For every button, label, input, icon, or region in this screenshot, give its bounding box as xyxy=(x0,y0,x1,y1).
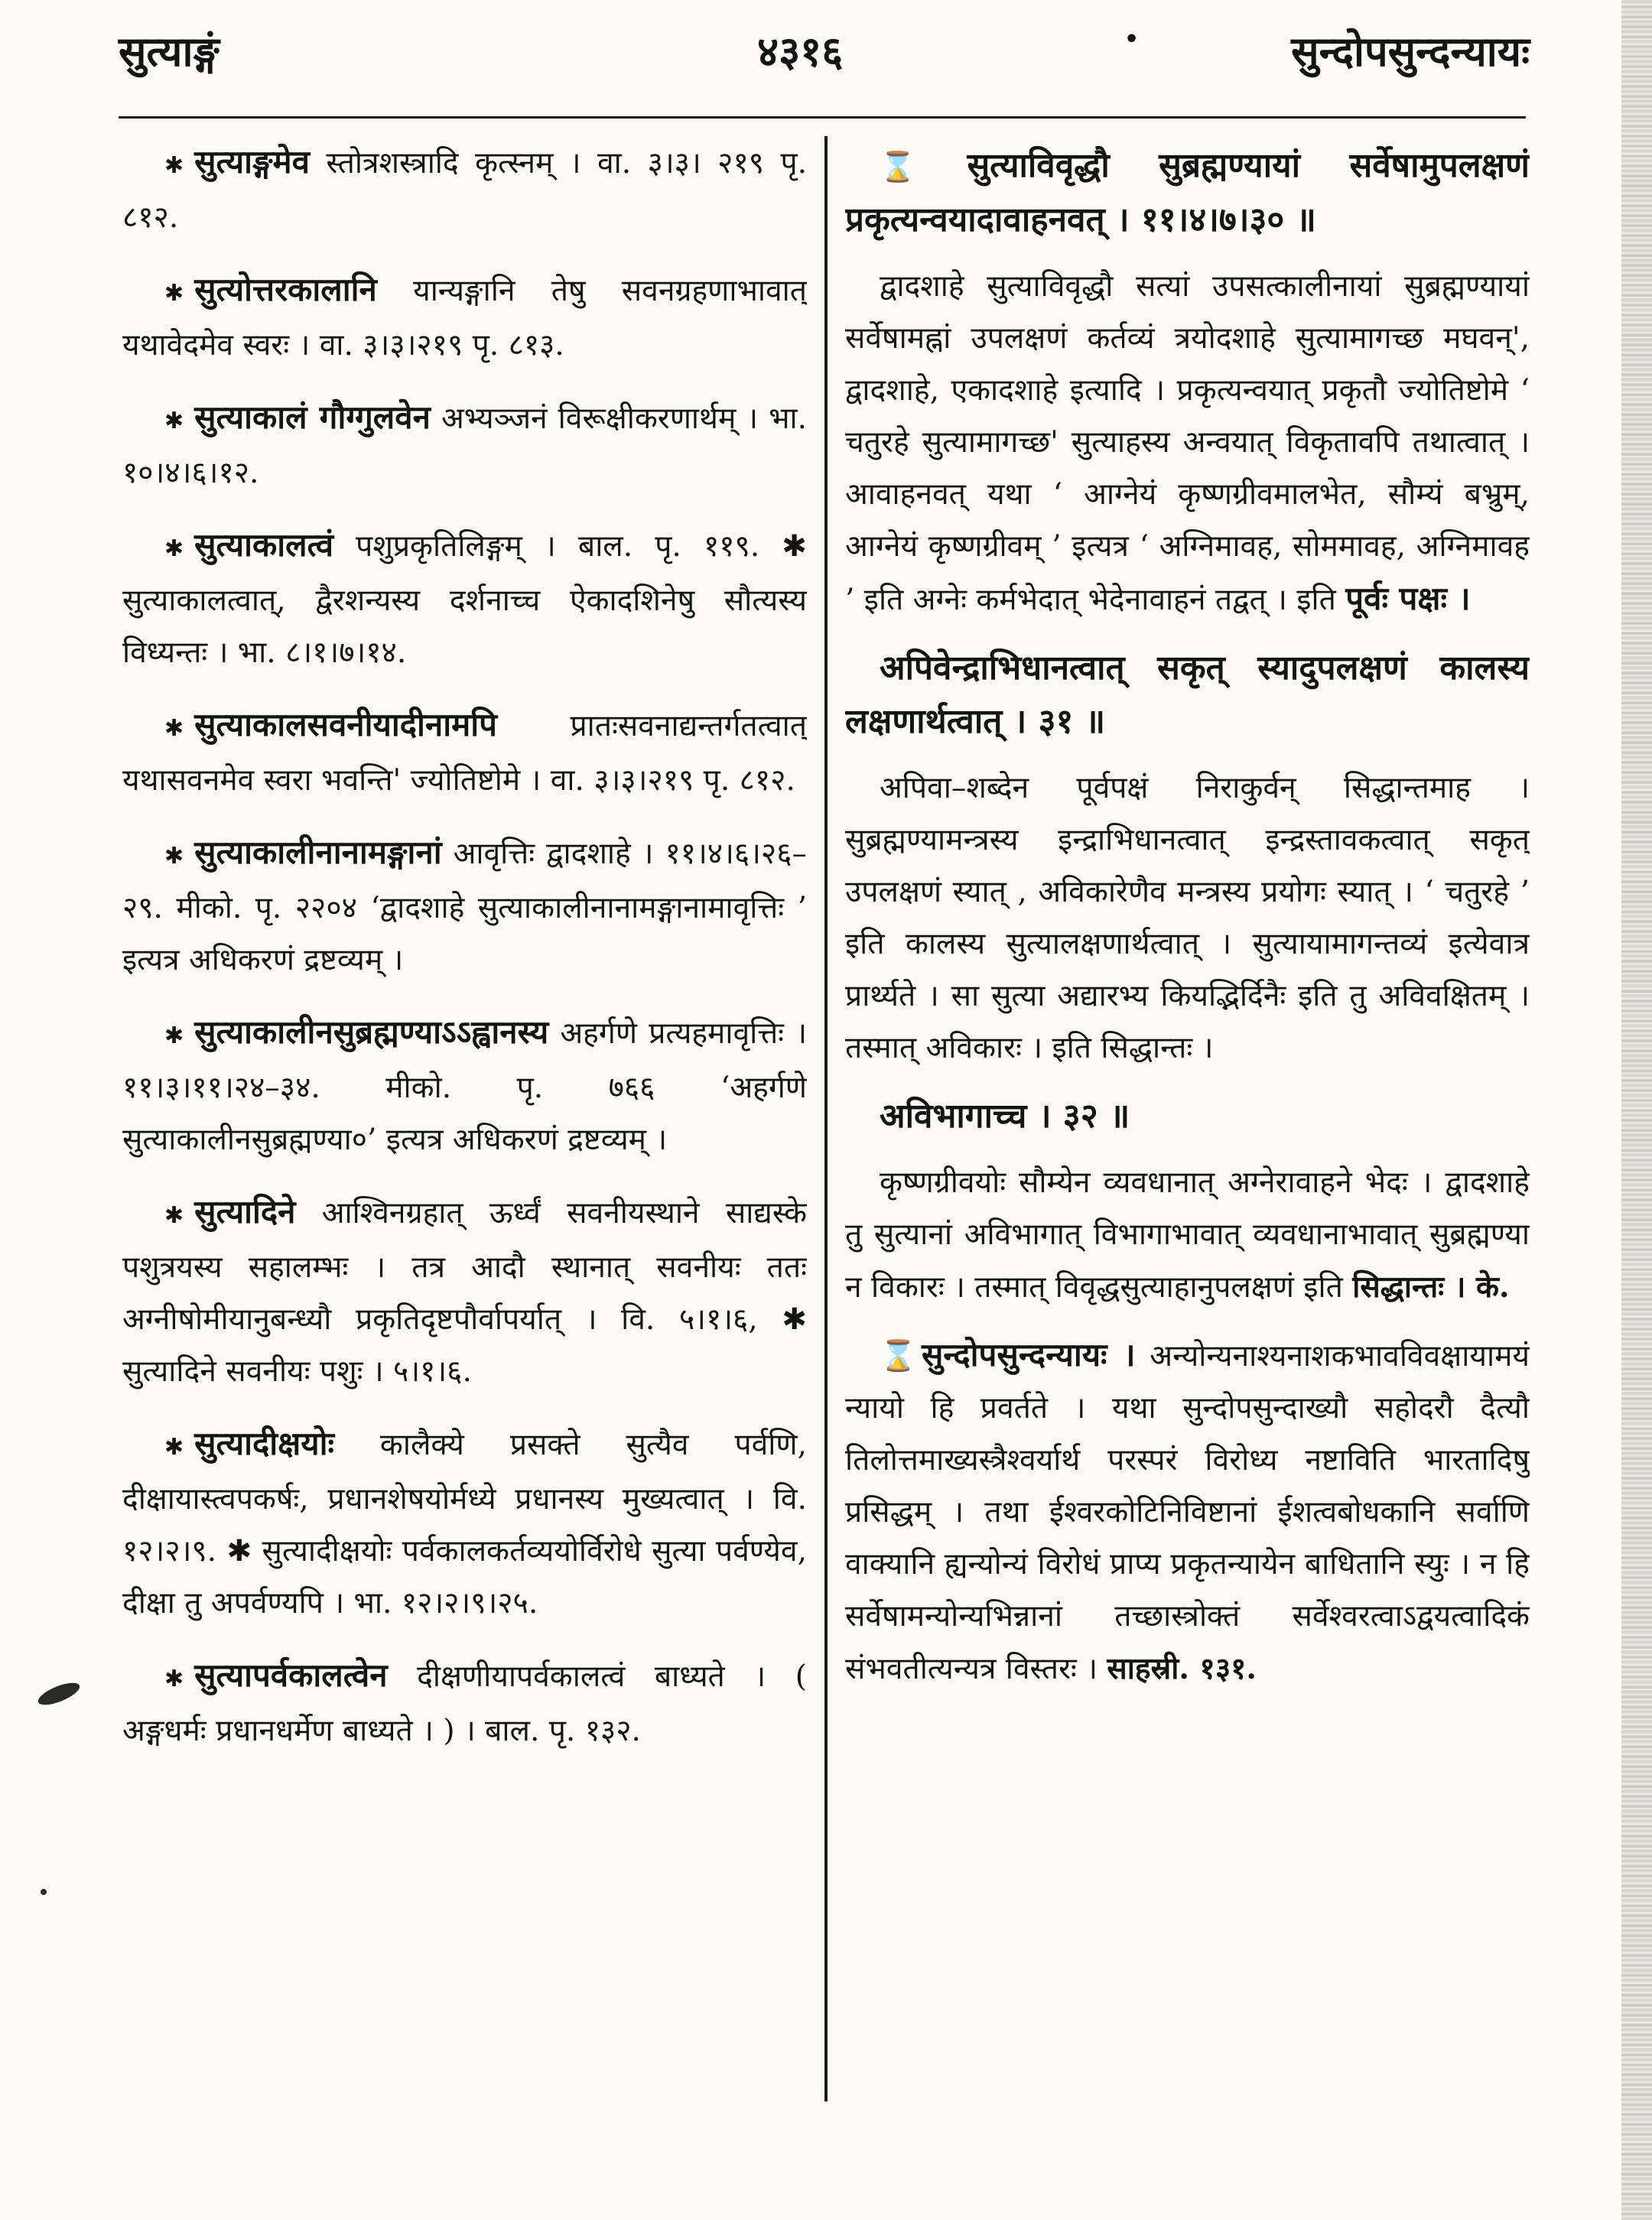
hourglass-icon: ⌛ xyxy=(880,149,954,184)
commentary-text: कृष्णग्रीवयोः सौम्येन व्यवधानात् अग्नेरावाहने भेदः । द्वादशाहे तु सुत्यानां अविभागात् विभागाभावात् व्यवधानाभावात् सुब्रह्मण्या न विकारः । तस्मात् विवृद्धसुत्याहानुपलक्षणं इति xyxy=(845,1165,1530,1305)
sutra-heading xyxy=(845,139,1530,247)
index-entry xyxy=(122,827,807,986)
siddhanta-label: सिद्धान्तः । के. xyxy=(1352,1269,1510,1305)
page-number: ४३१६ xyxy=(757,27,844,76)
ink-dot xyxy=(41,1889,47,1895)
nyaya-text: अन्योन्यनाश्यनाशकभावविवक्षायामयं न्यायो हि प्रवर्तते । यथा सुन्दोपसुन्दाख्यौ सहोदरौ दैत्यौ तिलोत्तमाख्यस्त्रैश्वर्यार्थ परस्परं विरोध्य नष्टाविति भारतादिषु प्रसिद्धम् । तथा ईश्वरकोटिनिविष्टानां ईशत्वबोधकानि सर्वाणि वाक्यानि ह्यन्योन्यं विरोधं प्राप्य प्रकृतन्यायेन बाधितानि स्युः । न हि सर्वेषामन्योन्यभिन्नानां तच्छास्त्रोक्तं सर्वेश्वरत्वाऽद्वयत्वादिकं संभवतीत्यन्यत्र विस्तरः । xyxy=(845,1339,1530,1686)
sutra-text: अविभागाच्च । ३२ ॥ xyxy=(880,1097,1130,1136)
commentary-paragraph xyxy=(845,1157,1530,1314)
column-separator xyxy=(824,136,828,2101)
commentary-paragraph xyxy=(845,762,1530,1074)
entry-headword: सुत्यादीक्षयोः xyxy=(194,1425,334,1462)
asterisk-icon: ✱ xyxy=(164,408,184,434)
index-entry xyxy=(122,1186,807,1398)
entry-text: दीक्षणीयापर्वकालत्वं बाध्यते । ( अङ्गधर्मः प्रधानधर्मेण बाध्यते । ) । बाल. पृ. १३२. xyxy=(122,1659,807,1748)
index-entry xyxy=(122,699,807,807)
source-reference: साहस्री. १३१. xyxy=(1107,1651,1257,1686)
commentary-text: द्वादशाहे सुत्याविवृद्धौ सत्यां उपसत्कालीनायां सुब्रह्मण्यायां सर्वेषामह्नां उपलक्षणं कर्तव्यं त्रयोदशाहे सुत्यामागच्छ मघवन्', द्वादशाहे, एकादशाहे इत्यादि । प्रकृत्यन्वयात् प्रकृतौ ज्योतिष्टोमे ‘ चतुरहे सुत्यामागच्छ' सुत्याहस्य अन्वयात् विकृतावपि तथात्वात् । आवाहनवत् यथा ‘ आग्नेयं कृष्णग्रीवमालभेत, सौम्यं बभ्रुम्, आग्नेयं कृष्णग्रीवम् ’ इत्यत्र ‘ अग्निमावह, सोममावह, अग्निमावह ’ इति अग्नेः कर्मभेदात् भेदेनावाहनं तद्वत् । इति xyxy=(845,269,1530,617)
entry-headword: सुत्याकालसवनीयादीनामपि xyxy=(194,706,497,743)
hourglass-icon: ⌛ xyxy=(880,1339,922,1373)
entry-headword: सुत्याकालं गौग्गुलवेन xyxy=(194,398,431,436)
entry-text: स्तोत्रशस्त्रादि कृत्स्नम् । वा. ३।३। २१९ पृ. ८१२. xyxy=(122,146,807,235)
entry-text: कालैक्ये प्रसक्ते सुत्यैव पर्वणि, दीक्षायास्त्वपकर्षः, प्रधानशेषयोर्मध्ये प्रधानस्य मुख्यत्वात् । वि. १२।२।९. ✱ सुत्यादीक्षयोः पर्वकालकर्तव्ययोर्विरोधे सुत्या पर्वण्येव, दीक्षा तु अपर्वण्यपि । भा. १२।२।९।२५. xyxy=(122,1428,807,1620)
entry-text: आवृत्तिः द्वादशाहे । ११।४।६।२६–२९. मीको. पृ. २२०४ ‘द्वादशाहे सुत्याकालीनानामङ्गानामावृत्तिः ’ इत्यत्र अधिकरणं द्रष्टव्यम् । xyxy=(122,837,807,977)
commentary-text: अपिवा–शब्देन पूर्वपक्षं निराकुर्वन् सिद्धान्तमाह । सुब्रह्मण्यामन्त्रस्य इन्द्राभिधानत्वात् इन्द्रस्तावकत्वात् सकृत् उपलक्षणं स्यात् , अविकारेणैव मन्त्रस्य प्रयोगः स्यात् । ‘ चतुरहे ’ इति कालस्य सुत्यालक्षणार्थत्वात् । सुत्यायामागन्तव्यं इत्येवात्र प्रार्थ्यते । सा सुत्या अद्यारभ्य कियद्भिर्दिनैः इति तु अविवक्षितम् । तस्मात् अविकारः । इति सिद्धान्तः । xyxy=(845,771,1530,1065)
left-column xyxy=(122,136,807,2128)
index-entry xyxy=(122,1006,807,1166)
asterisk-icon: ✱ xyxy=(164,1666,184,1692)
index-entry xyxy=(122,264,807,372)
asterisk-icon: ✱ xyxy=(164,152,184,179)
right-column xyxy=(845,136,1530,2128)
header-dot: • xyxy=(1124,26,1140,53)
commentary-paragraph xyxy=(845,261,1530,626)
sutra-heading xyxy=(845,1090,1530,1143)
entry-headword: सुत्याङ्गमेव xyxy=(194,143,311,180)
purvapaksha-label: पूर्वः पक्षः । xyxy=(1345,580,1471,617)
index-entry xyxy=(122,519,807,679)
entry-headword: सुत्याकालत्वं xyxy=(194,526,334,564)
entry-text: अहर्गणे प्रत्यहमावृत्तिः । ११।३।११।२४–३४. मीको. पृ. ७६६ ‘अहर्गणे सुत्याकालीनसुब्रह्मण्या०’ इत्यत्र अधिकरणं द्रष्टव्यम् । xyxy=(122,1016,807,1157)
entry-headword: सुत्याकालीनसुब्रह्मण्याऽऽह्वानस्य xyxy=(194,1013,549,1051)
entry-headword: सुत्यादिने xyxy=(194,1193,296,1230)
sutra-text: सुत्याविवृद्धौ सुब्रह्मण्यायां सर्वेषामुपलक्षणं प्रकृत्यन्वयादावाहनवत् । ११।४।७।३० ॥ xyxy=(845,146,1530,239)
asterisk-icon: ✱ xyxy=(164,1022,184,1049)
sutra-heading xyxy=(845,642,1530,749)
index-entry xyxy=(122,136,807,244)
index-entry xyxy=(122,1418,807,1630)
entry-text: अभ्यञ्जनं विरूक्षीकरणार्थम् । भा. १०।४।६।१२. xyxy=(122,401,807,490)
asterisk-icon: ✱ xyxy=(164,535,184,562)
ink-smudge xyxy=(35,1679,82,1709)
entry-headword: सुत्याकालीनानामङ्गानां xyxy=(194,834,442,871)
entry-text: यान्यङ्गानि तेषु सवनग्रहणाभावात् यथावेदमेव स्वरः । वा. ३।३।२१९ पृ. ८१३. xyxy=(122,274,807,362)
entry-text: आश्विनग्रहात् ऊर्ध्वं सवनीयस्थाने साद्यस्के पशुत्रयस्य सहालम्भः । तत्र आदौ स्थानात् सवनीयः ततः अग्नीषोमीयानुबन्ध्यौ प्रकृतिदृष्टपौर्वापर्यात् । वि. ५।१।६, ✱ सुत्यादिने सवनीयः पशुः । ५।१।६. xyxy=(122,1196,807,1389)
entry-headword: सुत्यापर्वकालत्वेन xyxy=(194,1656,388,1694)
entry-text: प्रातःसवनाद्यन्तर्गतत्वात् यथासवनमेव स्वरा भवन्ति' ज्योतिष्टोमे । वा. ३।३।२१९ पृ. ८१२. xyxy=(122,709,807,798)
header-left-keyword: सुत्याङ्गं xyxy=(119,27,220,76)
index-entry xyxy=(122,392,807,499)
page-edge-texture xyxy=(1621,0,1652,2220)
header-rule xyxy=(119,116,1526,119)
asterisk-icon: ✱ xyxy=(164,1434,184,1461)
index-entry xyxy=(122,1650,807,1757)
asterisk-icon: ✱ xyxy=(164,280,184,307)
entry-headword: सुत्योत्तरकालानि xyxy=(194,271,377,308)
asterisk-icon: ✱ xyxy=(164,715,184,742)
asterisk-icon: ✱ xyxy=(164,843,184,869)
sutra-text: अपिवेन्द्राभिधानत्वात् सकृत् स्यादुपलक्षणं कालस्य लक्षणार्थत्वात् । ३१ ॥ xyxy=(845,648,1530,741)
entry-text: पशुप्रकृतिलिङ्गम् । बाल. पृ. ११९. ✱ सुत्याकालत्वात्, द्वैरशन्यस्य दर्शनाच्च ऐकादशिनेषु सौत्यस्य विध्यन्तः । भा. ८।१।७।१४. xyxy=(122,529,807,670)
running-header xyxy=(115,21,1530,106)
asterisk-icon: ✱ xyxy=(164,1202,184,1229)
nyaya-title: सुन्दोपसुन्दन्यायः । xyxy=(921,1336,1136,1373)
nyaya-entry xyxy=(845,1329,1530,1695)
header-right-keyword: सुन्दोपसुन्दन्यायः xyxy=(1291,27,1530,76)
